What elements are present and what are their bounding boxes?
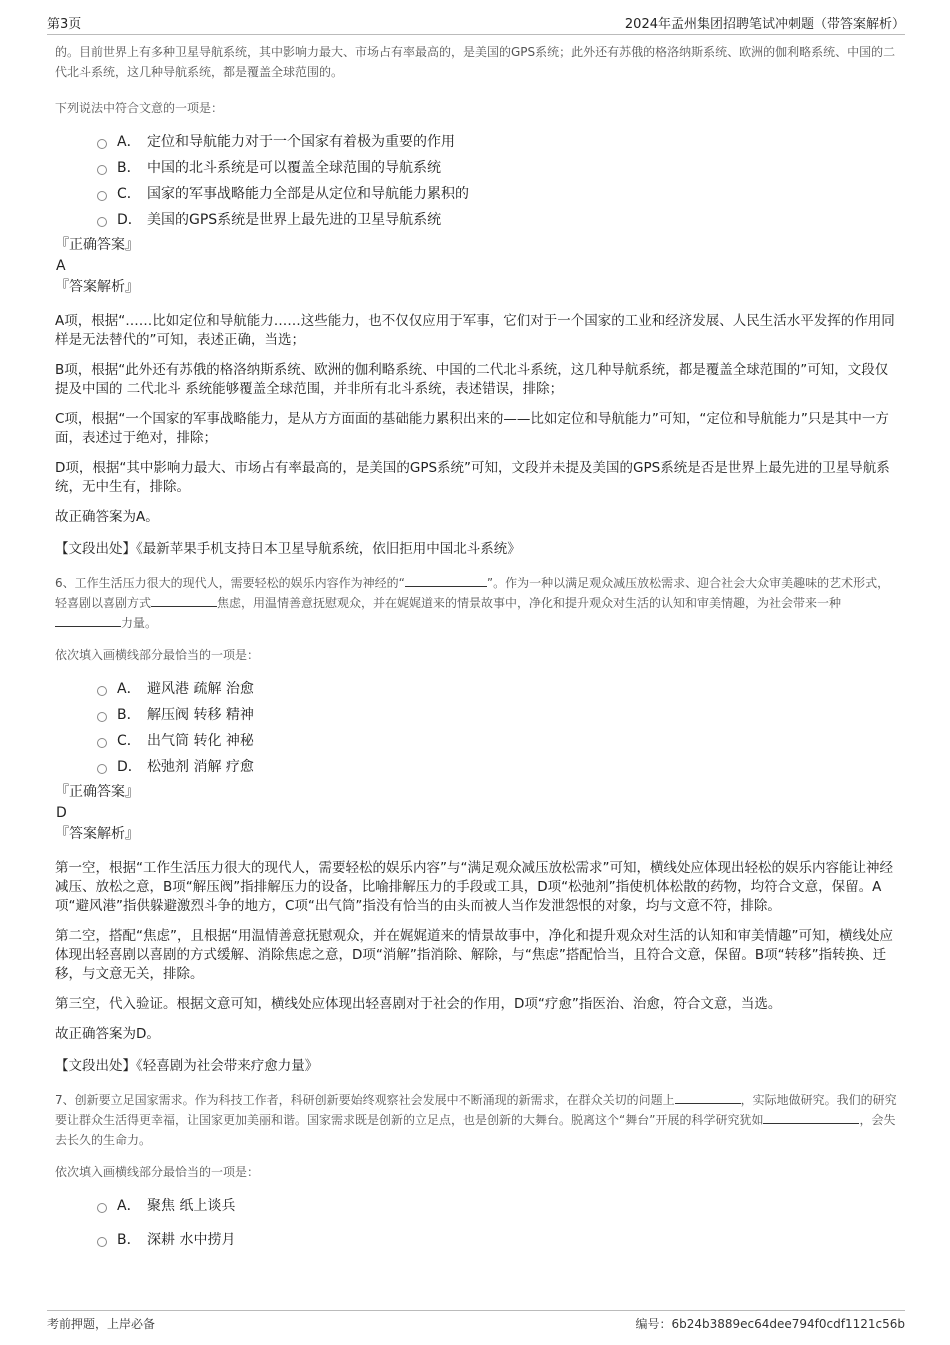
q5-analysis-c: C项，根据“一个国家的军事战略能力，是从方方面面的基础能力累积出来的——比如定位和导航能力”可知，“定位和导航能力”只是其中一方面，表述过于绝对，排除；: [55, 411, 889, 446]
q6-option-a[interactable]: A． 避风港 疏解 治愈: [55, 676, 900, 702]
q6-options: [55, 676, 900, 780]
q5-source: 【文段出处】《最新苹果手机支持日本卫星导航系统，依旧拒用中国北斗系统》: [55, 541, 521, 557]
radio-icon[interactable]: [97, 764, 107, 774]
q5-option-a[interactable]: A． 定位和导航能力对于一个国家有着极为重要的作用: [55, 129, 900, 155]
radio-icon[interactable]: [97, 217, 107, 227]
q5-options: [55, 129, 900, 233]
q5-option-d[interactable]: D． 美国的GPS系统是世界上最先进的卫星导航系统: [55, 207, 900, 233]
q7-options: [55, 1193, 900, 1253]
q6-answer: D: [56, 805, 67, 821]
q7-stem: 7、创新要立足国家需求。作为科技工作者，科研创新要始终观察社会发展中不断涌现的新需求，在群众关切的问题上 ，实际地做研究。我们的研究要让群众生活得更幸福，让国家更加美丽和谐。国家需求既是创新的立足点，也是创新的大舞台。脱离这个“舞台”开展的科学研究犹如 ，会失去长久的生命力。: [55, 1093, 897, 1147]
q5-conclusion: 故正确答案为A。: [55, 509, 159, 525]
q7-blank-1: [675, 1091, 741, 1104]
q5-answer-label: 『正确答案』: [55, 237, 139, 253]
q6-stem: 6、工作生活压力很大的现代人，需要轻松的娱乐内容作为神经的“ ”。作为一种以满足观众减压放松需求、迎合社会大众审美趣味的艺术形式，轻喜剧以喜剧方式 焦虑，用温情善意抚慰观众，并在娓娓道来的情景故事中，净化和提升观众对生活的认知和审美情趣，为社会带来一种力量。: [55, 576, 890, 630]
q7-option-b[interactable]: B． 深耕 水中捞月: [55, 1227, 900, 1253]
q7-blank-2: [763, 1111, 859, 1124]
q5-analysis-b: B项，根据“此外还有苏俄的格洛纳斯系统、欧洲的伽利略系统、中国的二代北斗系统，这几种导航系统，都是覆盖全球范围的”可知，文段仅提及中国的 二代北斗 系统能够覆盖全球范围，并非所有北斗系统，表述错误，排除；: [55, 362, 889, 397]
q6-analysis-3: 第三空，代入验证。根据文意可知，横线处应体现出轻喜剧对于社会的作用，D项“疗愈”指医治、治愈，符合文意，当选。: [55, 996, 782, 1012]
radio-icon[interactable]: [97, 165, 107, 175]
q5-answer: A: [56, 258, 66, 274]
q6-conclusion: 故正确答案为D。: [55, 1026, 160, 1042]
radio-icon[interactable]: [97, 1203, 107, 1213]
footer-slogan: 考前押题，上岸必备: [47, 1317, 156, 1331]
q6-blank-3: [55, 614, 121, 627]
radio-icon[interactable]: [97, 139, 107, 149]
radio-icon[interactable]: [97, 738, 107, 748]
page-number: 第3页: [47, 17, 82, 32]
q6-analysis-2: 第二空，搭配“焦虑”，且根据“用温情善意抚慰观众，并在娓娓道来的情景故事中，净化和提升观众对生活的认知和审美情趣”可知，横线处应体现出轻喜剧以喜剧的方式缓解、消除焦虑之意，D项“消解”指消除、解除，与“焦虑”搭配恰当，且符合文意，保留。B项“转移”指转换、迁移，与文意无关，排除。: [55, 928, 893, 982]
q6-prompt: 依次填入画横线部分最恰当的一项是：: [55, 648, 260, 662]
q6-blank-1: [405, 574, 487, 587]
q7-prompt: 依次填入画横线部分最恰当的一项是：: [55, 1165, 260, 1179]
radio-icon[interactable]: [97, 1237, 107, 1247]
q6-answer-label: 『正确答案』: [55, 784, 139, 800]
q5-analysis-label: 『答案解析』: [55, 279, 139, 295]
q5-analysis-a: A项，根据“……比如定位和导航能力……这些能力，也不仅仅应用于军事，它们对于一个国家的工业和经济发展、人民生活水平发挥的作用同样是无法替代的”可知，表述正确，当选；: [55, 313, 895, 348]
q5-option-b[interactable]: B． 中国的北斗系统是可以覆盖全球范围的导航系统: [55, 155, 900, 181]
q6-option-b[interactable]: B． 解压阀 转移 精神: [55, 702, 900, 728]
q5-option-c[interactable]: C． 国家的军事战略能力全部是从定位和导航能力累积的: [55, 181, 900, 207]
q5-passage-tail: 的。目前世界上有多种卫星导航系统，其中影响力最大、市场占有率最高的，是美国的GPS系统；此外还有苏俄的格洛纳斯系统、欧洲的伽利略系统、中国的二代北斗系统，这几种导航系统，都是覆盖全球范围的。: [55, 45, 896, 79]
q6-option-d[interactable]: D． 松弛剂 消解 疗愈: [55, 754, 900, 780]
radio-icon[interactable]: [97, 191, 107, 201]
document-title: 2024年孟州集团招聘笔试冲刺题（带答案解析）: [624, 17, 905, 32]
q6-option-c[interactable]: C． 出气筒 转化 神秘: [55, 728, 900, 754]
q6-analysis-label: 『答案解析』: [55, 826, 139, 842]
q6-source: 【文段出处】《轻喜剧为社会带来疗愈力量》: [55, 1058, 319, 1074]
radio-icon[interactable]: [97, 712, 107, 722]
document-code: 编号：6b24b3889ec64dee794f0cdf1121c56b: [635, 1317, 905, 1331]
page-content: [55, 40, 900, 1253]
q6-analysis-1: 第一空，根据“工作生活压力很大的现代人，需要轻松的娱乐内容”与“满足观众减压放松需求”可知，横线处应体现出轻松的娱乐内容能让神经减压、放松之意，B项“解压阀”指排解压力的设备，比喻排解压力的手段或工具，D项“松弛剂”指使机体松散的药物，均符合文意，保留。A项“避风港”指供躲避激烈斗争的地方，C项“出气筒”指没有恰当的由头而被人当作发泄怨恨的对象，均与文意不符，排除。: [55, 860, 893, 914]
q5-prompt: 下列说法中符合文意的一项是：: [55, 101, 224, 115]
page-header: [47, 10, 905, 35]
q6-blank-2: [151, 594, 217, 607]
page-footer: [47, 1310, 905, 1335]
radio-icon[interactable]: [97, 686, 107, 696]
q7-option-a[interactable]: A． 聚焦 纸上谈兵: [55, 1193, 900, 1227]
q5-analysis-d: D项，根据“其中影响力最大、市场占有率最高的，是美国的GPS系统”可知，文段并未提及美国的GPS系统是否是世界上最先进的卫星导航系统，无中生有，排除。: [55, 460, 890, 495]
